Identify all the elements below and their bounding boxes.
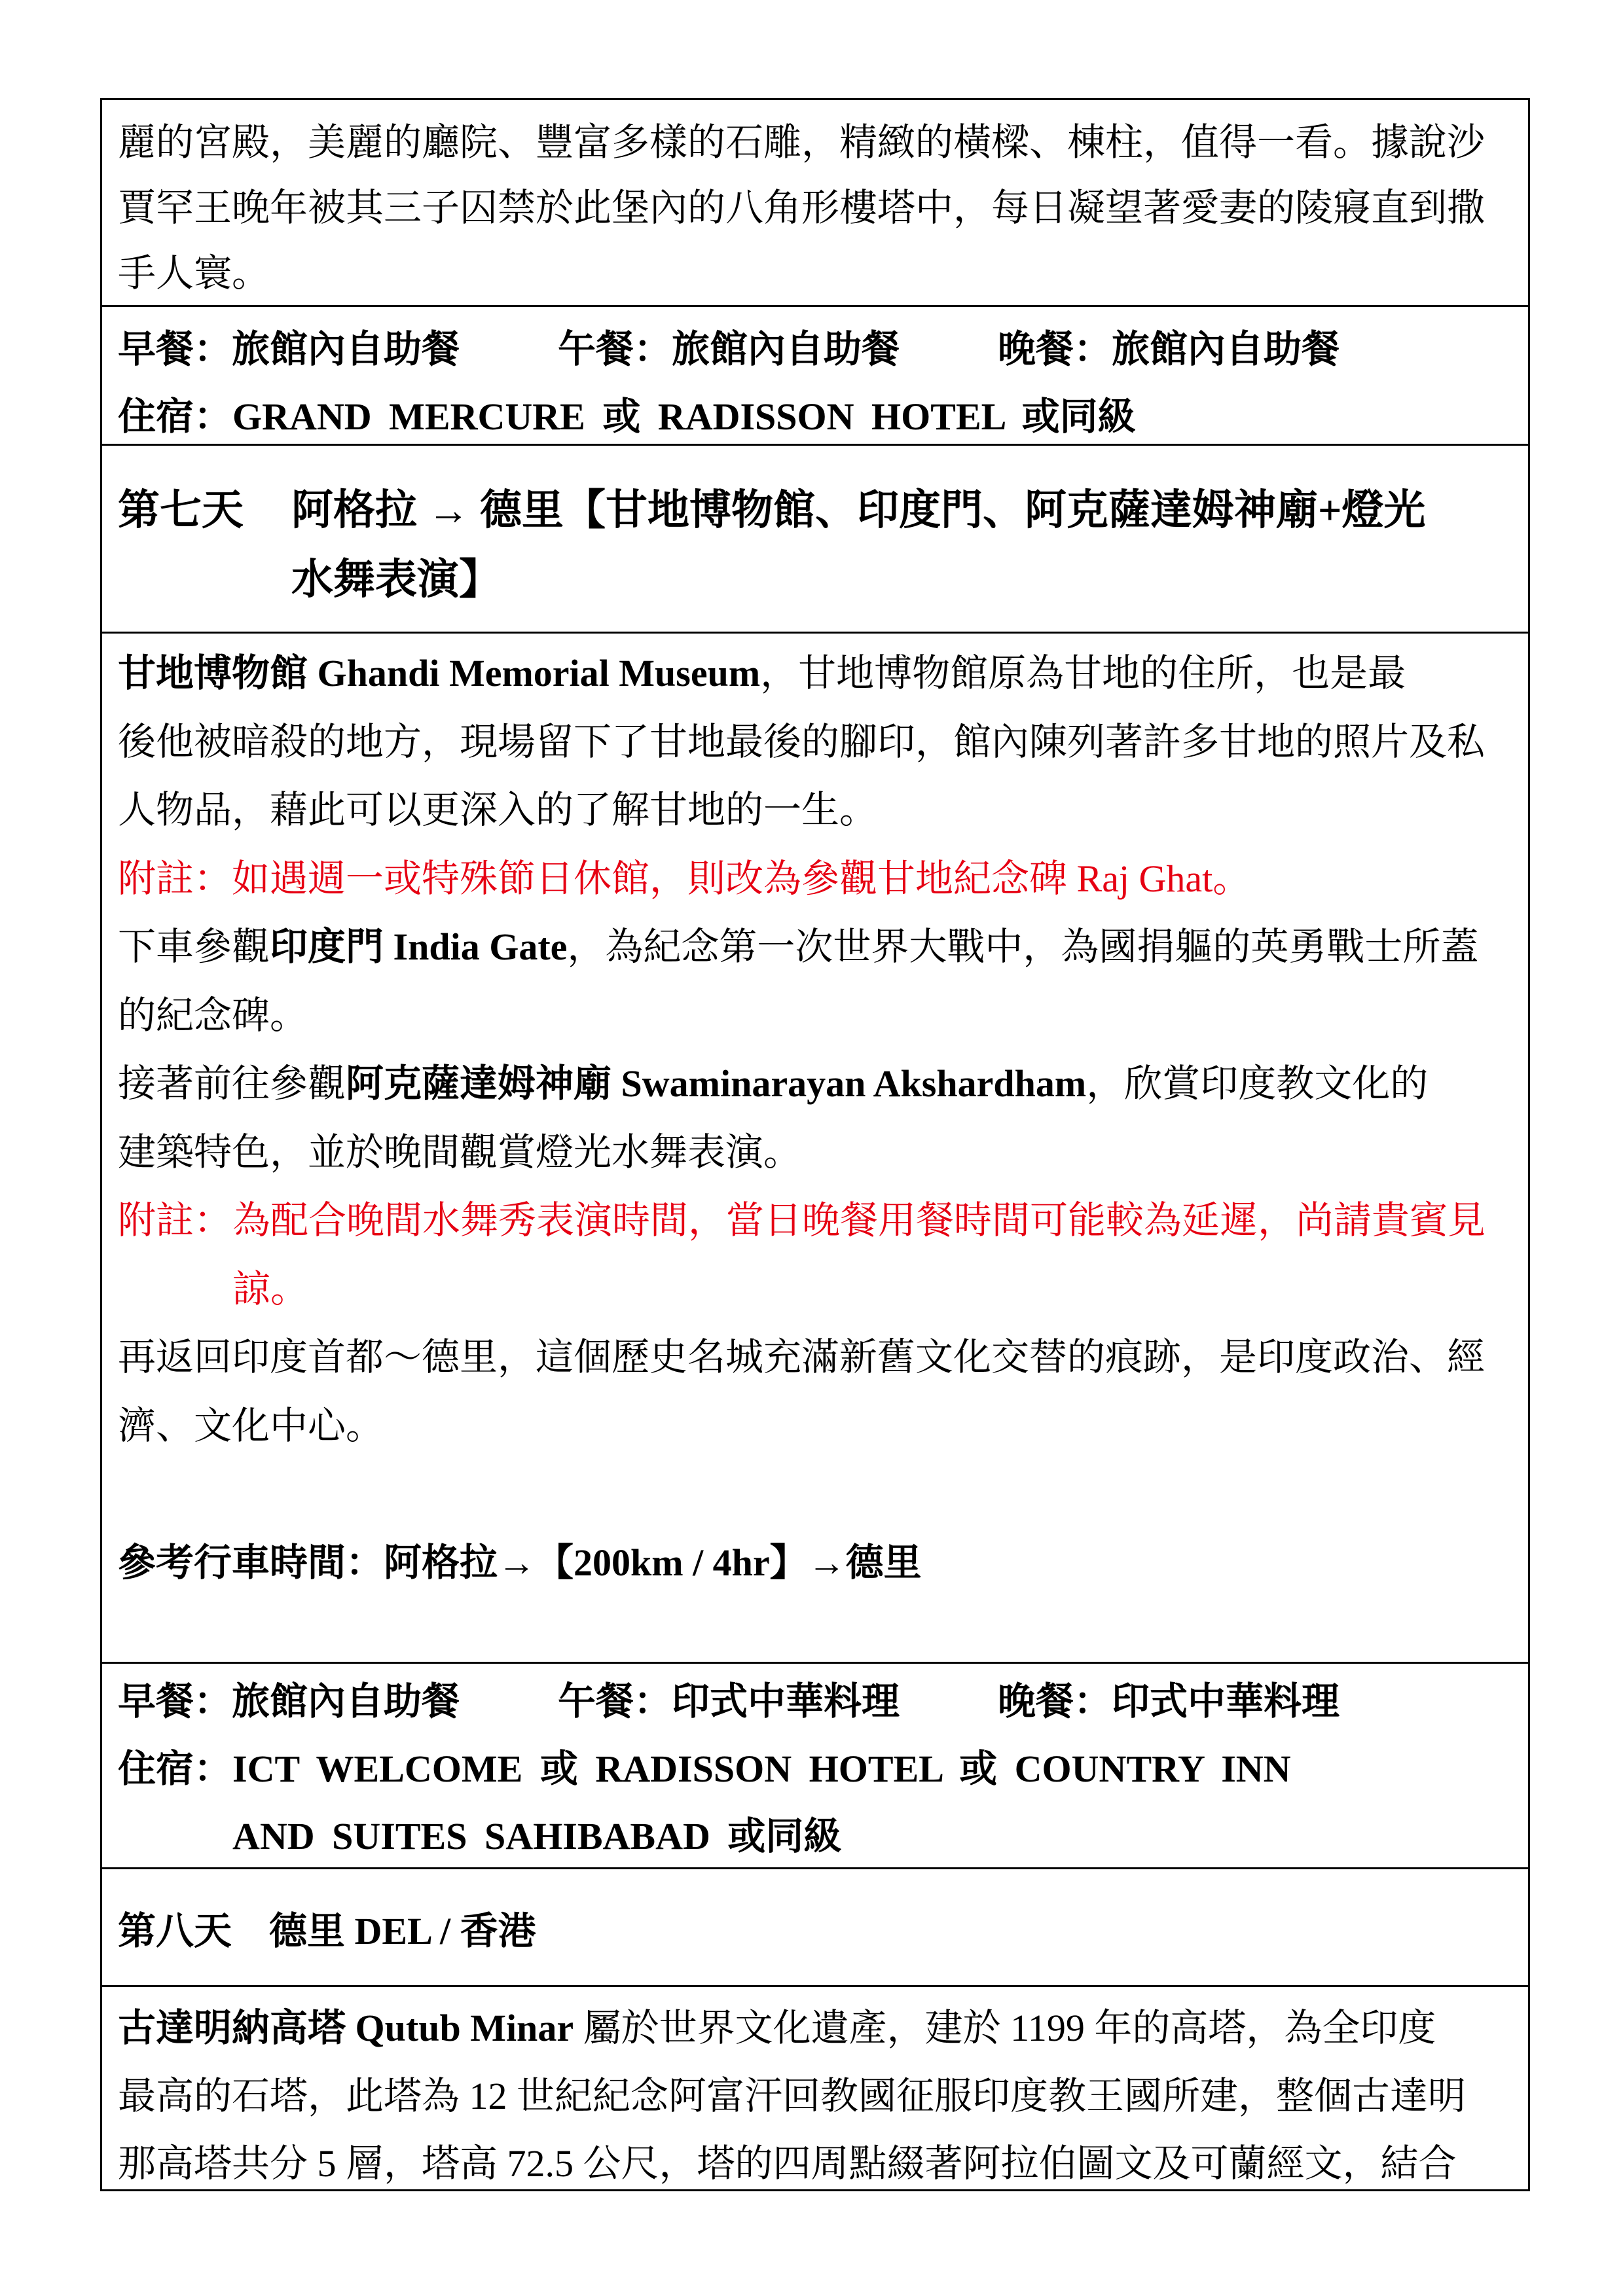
gandhi-paragraph-line <box>118 639 1516 708</box>
day7-meals-lodging <box>100 1662 1530 1868</box>
day7-heading-row <box>100 444 1530 632</box>
title-line: 阿格拉 → 德里【甘地博物館、印度門、阿克薩達姆神廟+燈光 <box>291 487 1426 533</box>
hotel-line: ICT WELCOME 或 RADISSON HOTEL 或 COUNTRY INN <box>232 1748 1291 1790</box>
day6-meals-lodging <box>100 305 1530 444</box>
india-gate-prefix: 下車參觀 <box>118 925 270 968</box>
note-line: 諒。 <box>232 1267 309 1310</box>
gandhi-text: ，甘地博物館原為甘地的住所，也是最 <box>760 652 1406 694</box>
text-line: 麗的宮殿，美麗的廳院、豐富多樣的石雕，精緻的橫樑、棟柱，值得一看。據說沙 <box>118 121 1486 164</box>
lodging-hotels <box>232 383 1516 444</box>
day7-label: 第七天 <box>118 487 244 533</box>
lunch: 午餐：印式中華料理 <box>558 1680 900 1723</box>
breakfast: 早餐：旅館內自助餐 <box>118 328 460 370</box>
dinner: 晚餐：旅館內自助餐 <box>998 328 1340 370</box>
india-gate-paragraph-line: 的紀念碑。 <box>118 994 308 1037</box>
day8-heading-row <box>100 1867 1530 1986</box>
note-line: 為配合晚間水舞秀表演時間，當日晚餐用餐時間可能較為延遲，尚請貴賓見 <box>232 1199 1486 1242</box>
qutub-minar-name: 古達明納高塔 Qutub Minar <box>118 2007 574 2049</box>
akshardham-prefix: 接著前往參觀 <box>118 1062 346 1105</box>
delhi-paragraph-line: 再返回印度首都～德里，這個歷史名城充滿新舊文化交替的痕跡，是印度政治、經 <box>118 1336 1486 1378</box>
lodging-hotels <box>232 1735 1516 1868</box>
note-body <box>232 1187 1516 1323</box>
note-closure: 附註：如遇週一或特殊節日休館，則改為參觀甘地紀念碑 Raj Ghat。 <box>118 857 1251 900</box>
gandhi-paragraph-line: 後他被暗殺的地方，現場留下了甘地最後的腳印，館內陳列著許多甘地的照片及私 <box>118 720 1486 763</box>
qutub-text: 屬於世界文化遺產，建於 1199 年的高塔，為全印度 <box>574 2007 1436 2049</box>
lodging-label: 住宿： <box>118 395 232 438</box>
spacer <box>118 1460 1516 1529</box>
day7-title <box>291 476 1425 615</box>
qutub-paragraph-line: 最高的石塔，此塔為 12 世紀紀念阿富汗回教國征服印度教王國所建，整個古達明 <box>118 2074 1467 2117</box>
day8-title: 德里 DEL / 香港 <box>269 1910 536 1952</box>
title-line: 水舞表演】 <box>291 556 501 603</box>
qutub-paragraph-line <box>118 1994 1516 2062</box>
meals-line <box>118 315 1516 383</box>
lodging <box>118 383 1516 444</box>
qutub-paragraph-line: 那高塔共分 5 層，塔高 72.5 公尺，塔的四周點綴著阿拉伯圖文及可蘭經文，結合 <box>118 2142 1457 2185</box>
text-line: 賈罕王晚年被其三子囚禁於此堡內的八角形樓塔中，每日凝望著愛妻的陵寢直到撒 <box>118 187 1486 229</box>
lodging-label: 住宿： <box>118 1748 232 1790</box>
india-gate-text: ，為紀念第一次世界大戰中，為國捐軀的英勇戰士所蓋 <box>567 925 1479 968</box>
akshardham-name: 阿克薩達姆神廟 Swaminarayan Akshardham <box>346 1062 1087 1105</box>
meals-line <box>118 1668 1516 1735</box>
india-gate-name: 印度門 India Gate <box>270 925 568 968</box>
gandhi-museum-name: 甘地博物館 Ghandi Memorial Museum <box>118 652 761 694</box>
gandhi-paragraph-line: 人物品，藉此可以更深入的了解甘地的一生。 <box>118 789 878 831</box>
day7-heading <box>118 476 1516 615</box>
hotel-line: GRAND MERCURE 或 RADISSON HOTEL 或同級 <box>232 395 1136 438</box>
akshardham-paragraph-line: 建築特色，並於晚間觀賞燈光水舞表演。 <box>118 1130 802 1174</box>
day8-description <box>100 1985 1530 2191</box>
day6-description-continued <box>100 98 1530 306</box>
breakfast: 早餐：旅館內自助餐 <box>118 1680 460 1723</box>
lunch: 午餐：旅館內自助餐 <box>558 328 900 370</box>
delhi-paragraph-line: 濟、文化中心。 <box>118 1404 384 1447</box>
note-dinner-delay <box>118 1187 1516 1323</box>
day7-description <box>100 632 1530 1662</box>
dinner: 晚餐：印式中華料理 <box>998 1680 1340 1723</box>
day8-heading <box>118 1897 1516 1965</box>
hotel-line: AND SUITES SAHIBABAD 或同級 <box>232 1815 842 1857</box>
note-label: 附註： <box>118 1199 232 1242</box>
akshardham-paragraph-line <box>118 1050 1516 1119</box>
text-line: 手人寰。 <box>118 252 270 295</box>
india-gate-paragraph-line <box>118 913 1516 982</box>
day8-label: 第八天 <box>118 1910 232 1952</box>
akshardham-text: ，欣賞印度教文化的 <box>1086 1062 1429 1105</box>
lodging <box>118 1735 1516 1868</box>
drive-time: 參考行車時間：阿格拉→【200km / 4hr】→德里 <box>118 1541 922 1584</box>
